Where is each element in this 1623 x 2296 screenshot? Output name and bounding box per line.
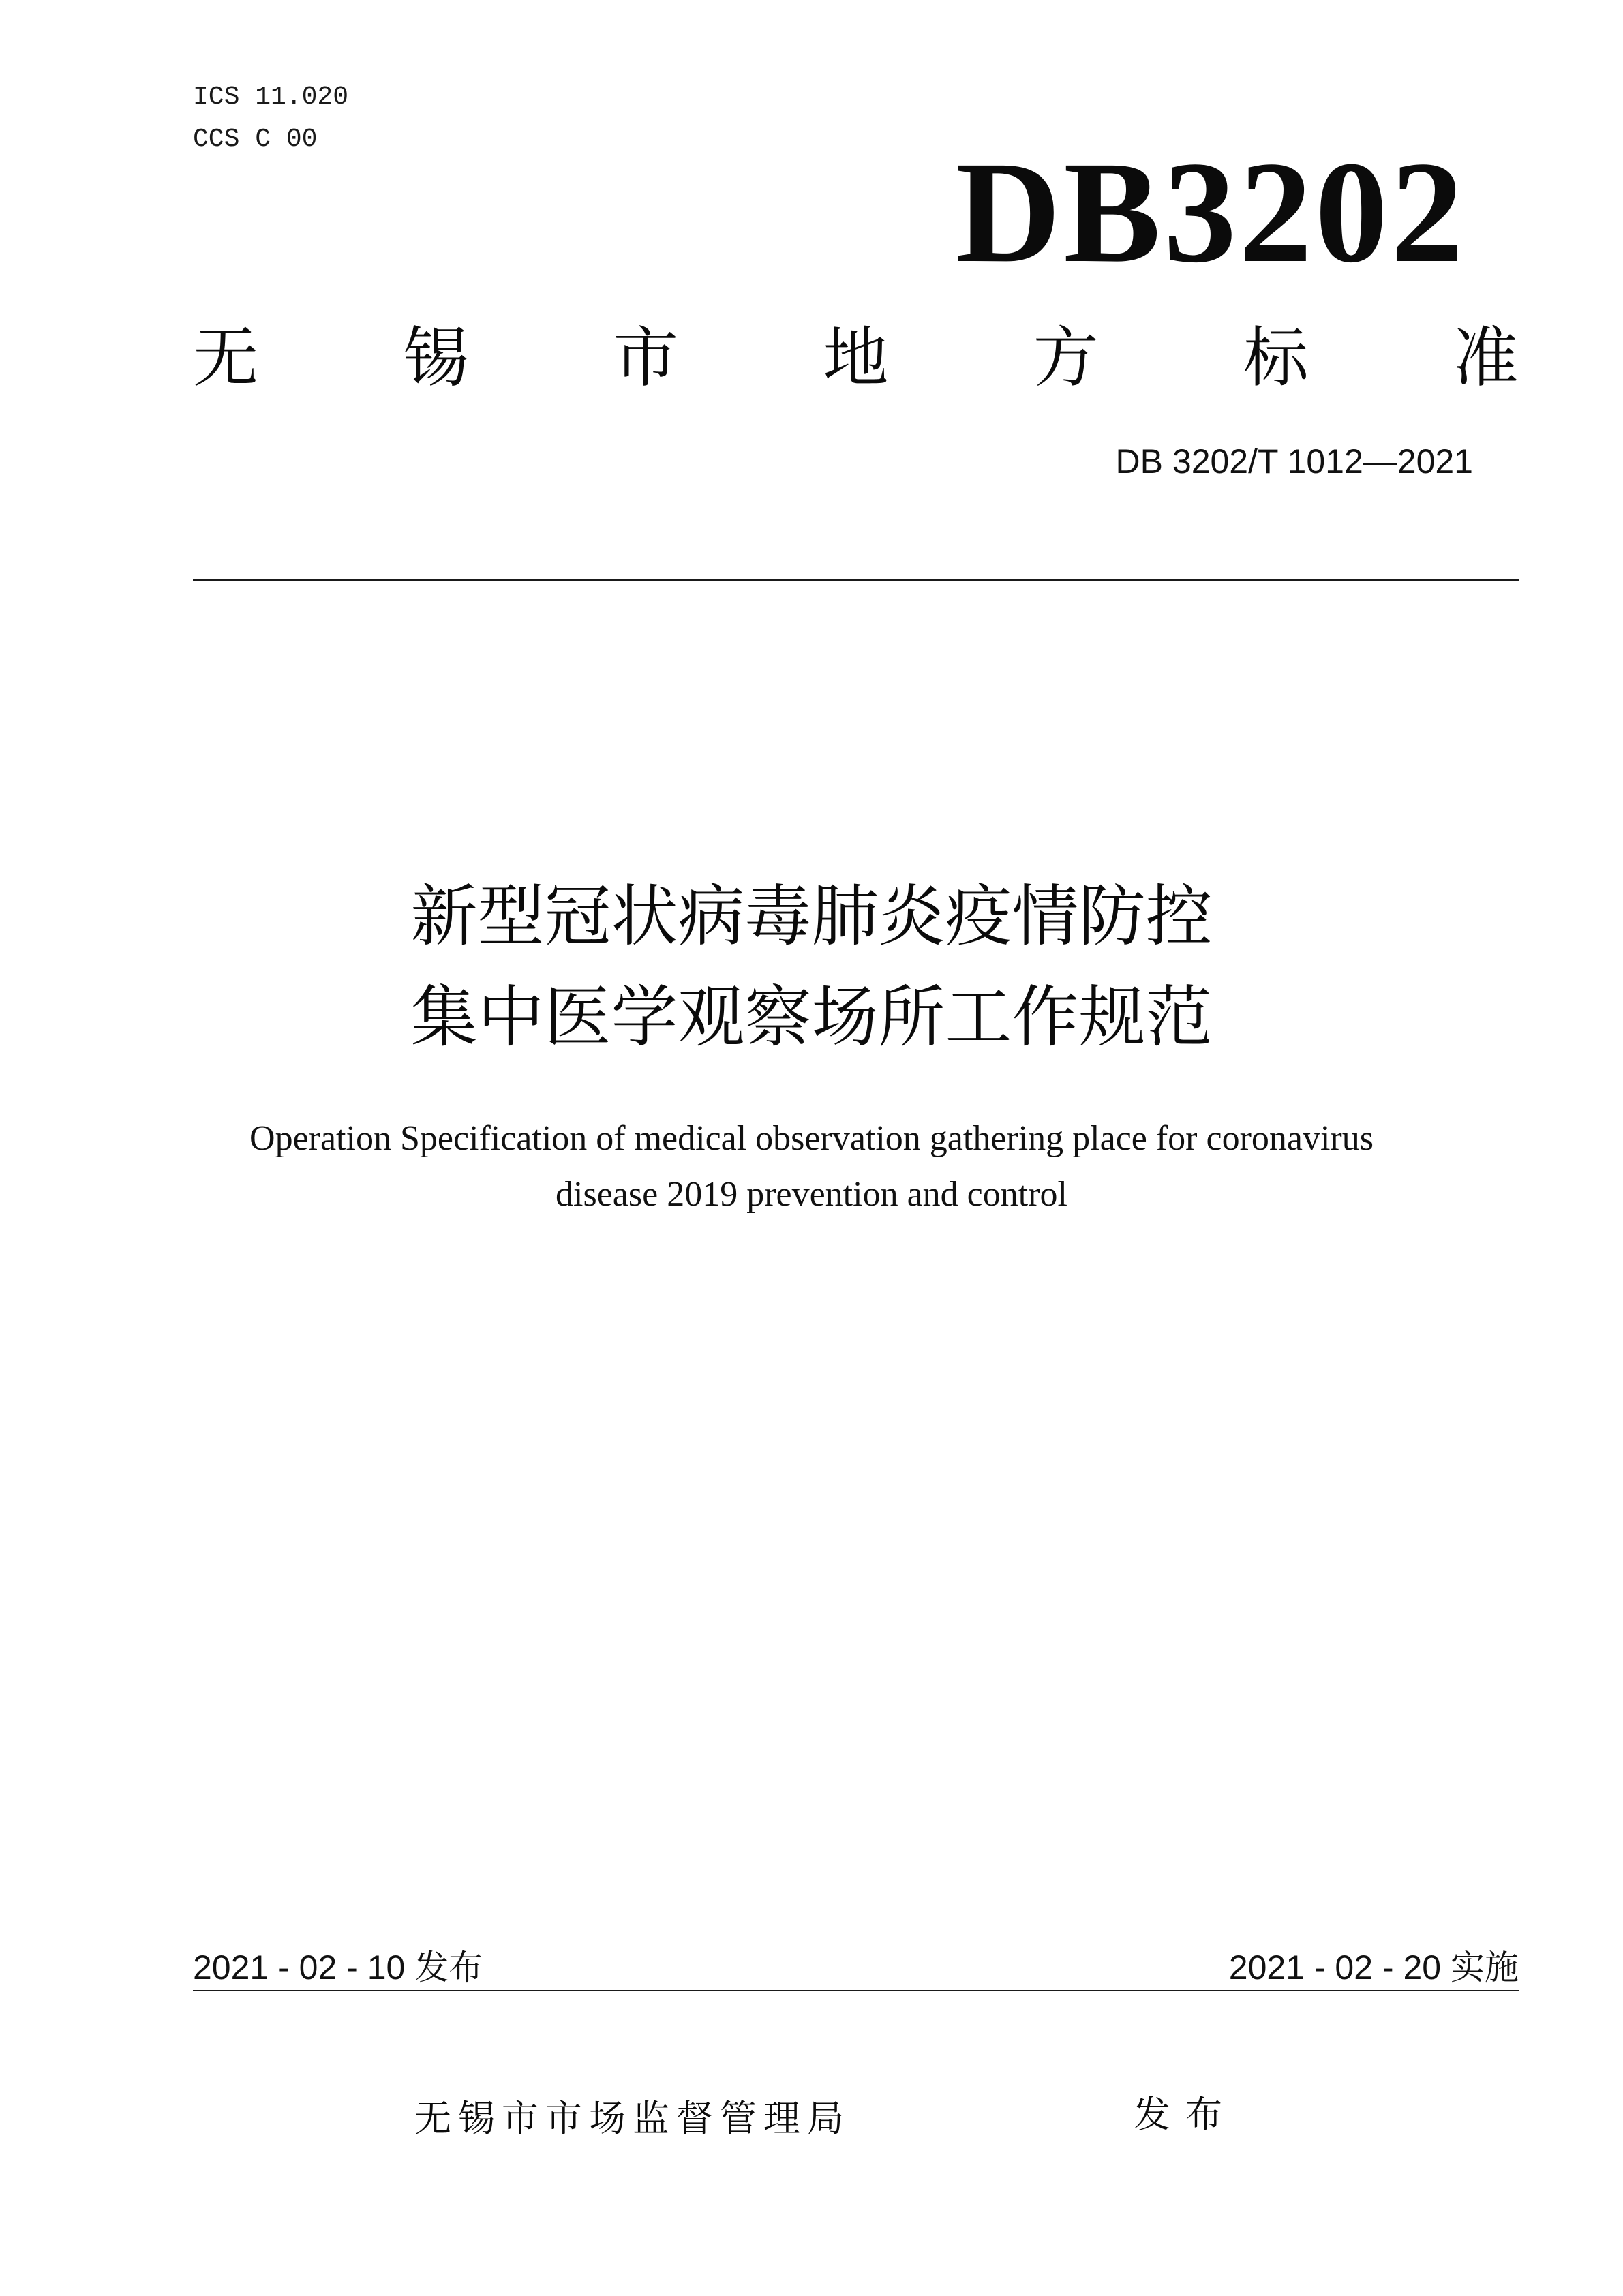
publish-date: 2021 - 02 - 10 发布 — [193, 1948, 483, 1987]
standard-type-char: 方 — [1033, 320, 1099, 396]
title-cn-line1: 新型冠状病毒肺炎疫情防控 — [410, 878, 1213, 955]
standard-type-char: 标 — [1243, 320, 1309, 396]
standard-number: DB 3202/T 1012—2021 — [1115, 442, 1473, 480]
ccs-code: CCS C 00 — [193, 125, 318, 154]
title-en-line1: Operation Specification of medical observation gathering place for coronavirus — [249, 1119, 1374, 1158]
standard-type — [193, 320, 1519, 395]
issuer-name: 无锡市市场监督管理局 — [414, 2097, 851, 2140]
header-divider — [193, 579, 1519, 581]
title-en-line2: disease 2019 prevention and control — [556, 1175, 1067, 1214]
issue-action: 发布 — [1134, 2093, 1237, 2136]
db-mark: DB3202 — [955, 132, 1466, 293]
standard-type-char: 无 — [193, 320, 258, 396]
date-divider — [193, 1990, 1519, 1991]
ics-code: ICS 11.020 — [193, 82, 349, 112]
standard-type-char: 市 — [613, 320, 679, 396]
standard-type-char: 地 — [823, 320, 889, 396]
standard-type-char: 准 — [1453, 320, 1519, 396]
implement-date: 2021 - 02 - 20 实施 — [1228, 1948, 1519, 1987]
title-cn-line2: 集中医学观察场所工作规范 — [410, 979, 1213, 1056]
standard-type-char: 锡 — [403, 320, 469, 396]
